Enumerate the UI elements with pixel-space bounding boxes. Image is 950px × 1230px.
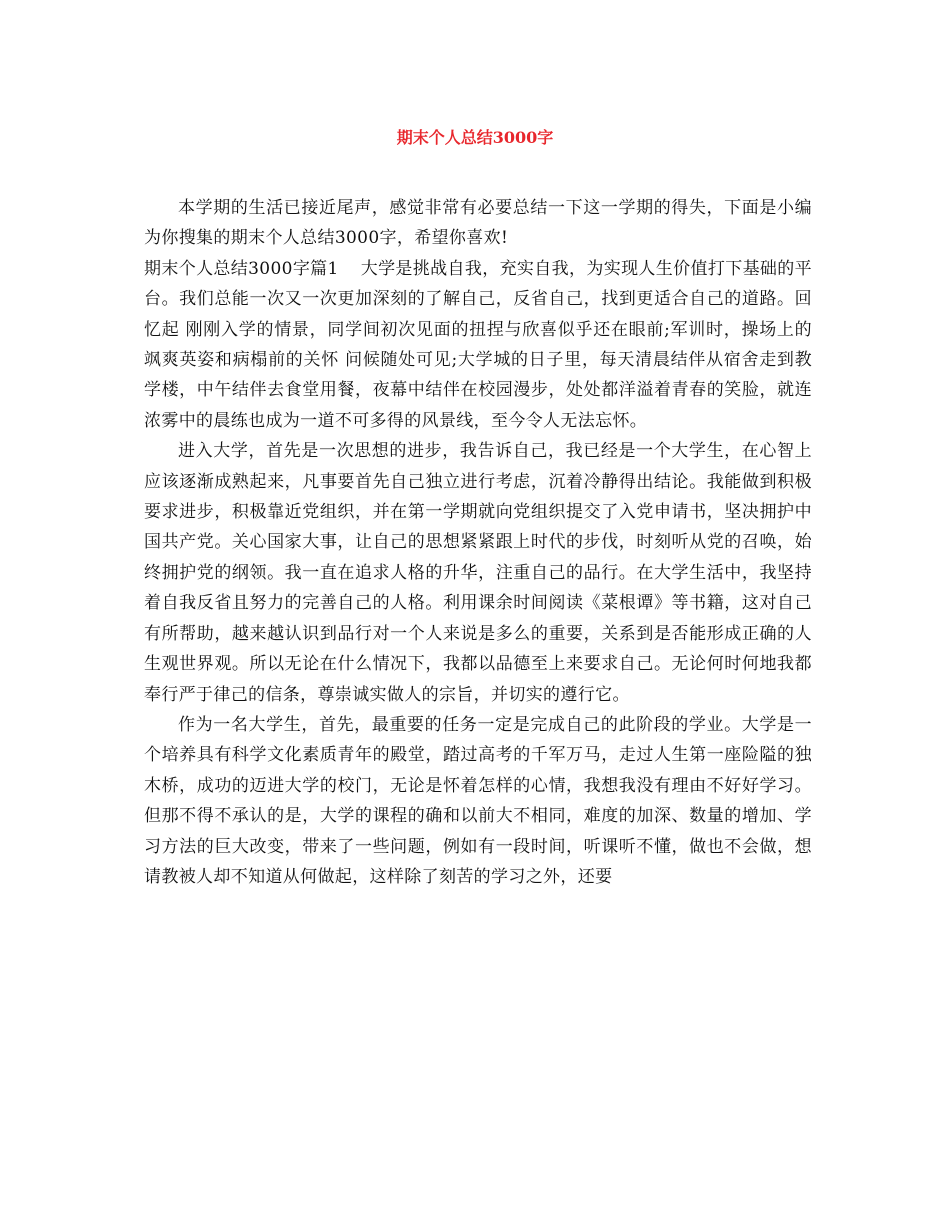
document-body: [144, 193, 812, 892]
paragraph-text: 大学是挑战自我，充实自我，为实现人生价值打下基础的平台。我们总能一次又一次更加深刻的了解自己，反省自己，找到更适合自己的道路。回忆起 刚刚入学的情景，同学间初次见面的扭捏与欣喜似乎还在眼前;军训时，操场上的飒爽英姿和病榻前的关怀 问候随处可见;大学城的日子里，每天清晨结伴从宿舍走到教学楼，中午结伴去食堂用餐，夜幕中结伴在校园漫步，处处都洋溢着青春的笑脸，就连浓雾中的晨练也成为一道不可多得的风景线，至今令人无法忘怀。: [144, 258, 812, 431]
section-1-paragraph: [144, 254, 812, 436]
intro-paragraph: 本学期的生活已接近尾声，感觉非常有必要总结一下这一学期的得失，下面是小编为你搜集的期末个人总结3000字，希望你喜欢!: [144, 198, 812, 249]
document-title: 期末个人总结3000字: [396, 128, 554, 147]
body-paragraph: 进入大学，首先是一次思想的进步，我告诉自己，我已经是一个大学生，在心智上应该逐渐成熟起来，凡事要首先自己独立进行考虑，沉着冷静得出结论。我能做到积极要求进步，积极靠近党组织，并在第一学期就向党组织提交了入党申请书，坚决拥护中国共产党。关心国家大事，让自己的思想紧紧跟上时代的步伐，时刻听从党的召唤，始终拥护党的纲领。我一直在追求人格的升华，注重自己的品行。在大学生活中，我坚持着自我反省且努力的完善自己的人格。利用课余时间阅读《菜根谭》等书籍，这对自己有所帮助，越来越认识到品行对一个人来说是多么的重要，关系到是否能形成正确的人生观世界观。所以无论在什么情况下，我都以品德至上来要求自己。无论何时何地我都奉行严于律己的信条，尊崇诚实做人的宗旨，并切实的遵行它。: [144, 441, 812, 705]
body-paragraph: 作为一名大学生，首先，最重要的任务一定是完成自己的此阶段的学业。大学是一个培养具有科学文化素质青年的殿堂，踏过高考的千军万马，走过人生第一座险隘的独木桥，成功的迈进大学的校门，无论是怀着怎样的心情，我想我没有理由不好好学习。但那不得不承认的是，大学的课程的确和以前大不相同，难度的加深、数量的增加、学习方法的巨大改变，带来了一些问题，例如有一段时间，听课听不懂，做也不会做，想请教被人却不知道从何做起，这样除了刻苦的学习之外，还要: [144, 714, 812, 887]
section-label: 期末个人总结3000字篇1: [144, 258, 339, 279]
